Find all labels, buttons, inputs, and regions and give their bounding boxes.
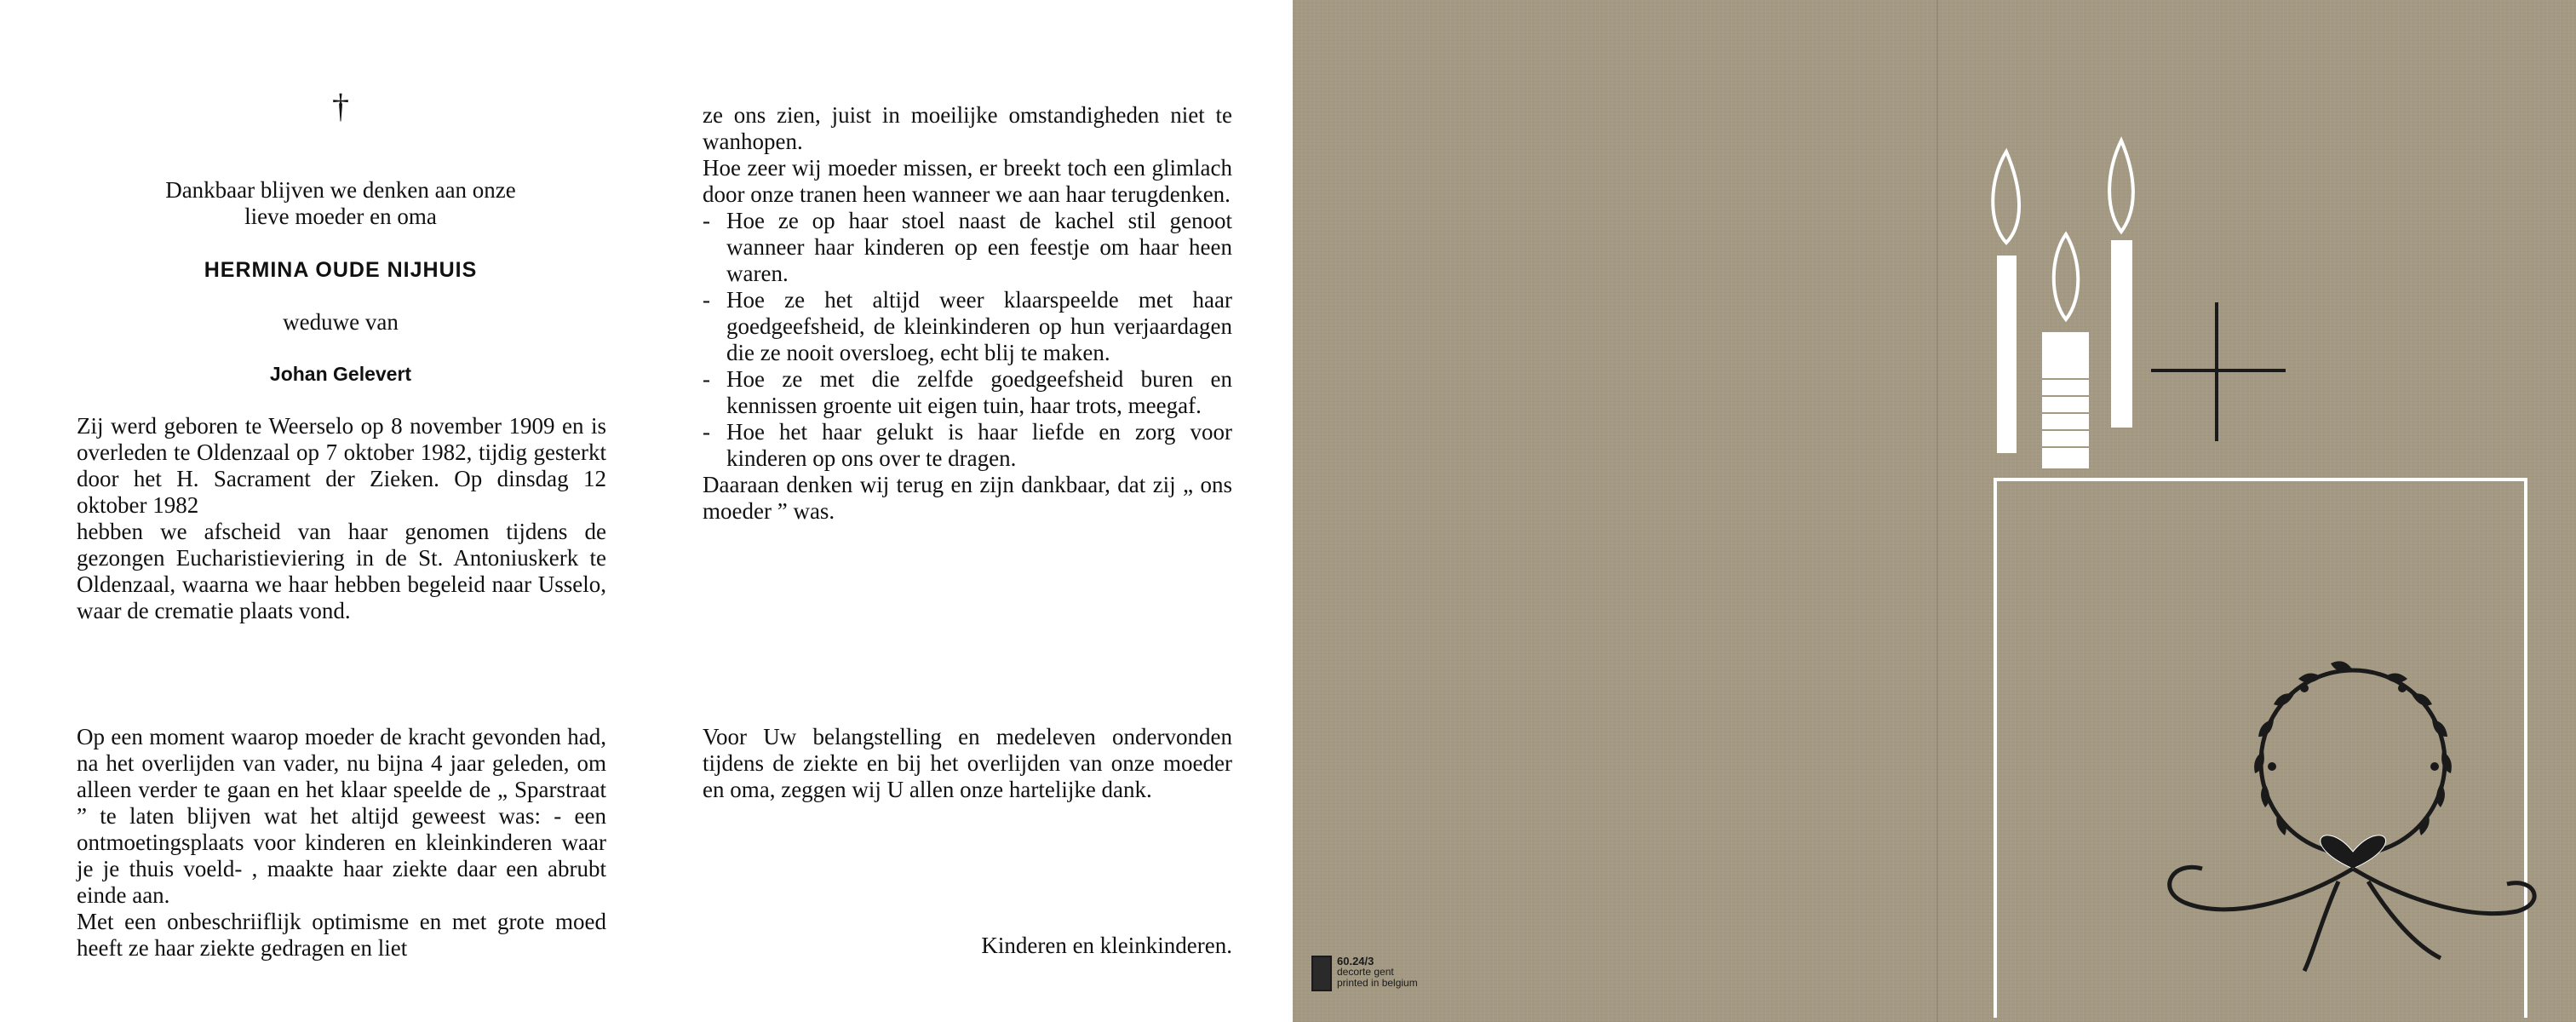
memory-item-text: Hoe ze met die zelfde goedgeefsheid buren en kennissen groente uit eigen tuin, haar trots, meegaf. bbox=[726, 366, 1232, 418]
missing-paragraph: Hoe zeer wij moeder missen, er breekt toch een glimlach door onze tranen heen wanneer we aan haar terugdenken. bbox=[703, 155, 1232, 207]
continuation-paragraph: ze ons zien, juist in moeilijke omstandigheden niet te wanhopen. bbox=[703, 102, 1232, 154]
memory-paragraph: Op een moment waarop moeder de kracht gevonden had, na het overlijden van vader, nu bijna 4 jaar geleden, om alleen verder te gaan en het klaar speelde de „ Sparstraat ” te laten blijven wat het altijd geweest was: - een ontmoetingsplaats voor kinderen en kleinkinderen waar je je thuis voeld- , maakte haar ziekte daar een abrubt einde aan. bbox=[77, 724, 606, 908]
memory-text bbox=[77, 724, 606, 962]
front-cover-panel bbox=[1936, 0, 2576, 1022]
intro-text bbox=[0, 177, 681, 230]
optimism-paragraph: Met een onbeschriiflijk optimisme en met grote moed heeft ze haar ziekte gedragen en liet bbox=[77, 909, 606, 961]
memory-item-text: Hoe ze het altijd weer klaarspeelde met haar goedgeefsheid, de kleinkinderen op hun verjaardagen die ze nooit oversloeg, echt blij te maken. bbox=[726, 287, 1232, 365]
cross-mark: † bbox=[332, 87, 349, 125]
cross-icon bbox=[2151, 302, 2286, 441]
printer-name: decorte gent bbox=[1337, 966, 1394, 978]
printer-logo-icon bbox=[1311, 956, 1332, 991]
intro-line-2: lieve moeder en oma bbox=[244, 204, 437, 229]
biography-text bbox=[77, 413, 606, 624]
printer-mark bbox=[1311, 956, 1418, 991]
wreath-icon bbox=[2170, 661, 2534, 971]
intro-line-1: Dankbaar blijven we denken aan onze bbox=[165, 177, 516, 203]
memory-item-text: Hoe ze op haar stoel naast de kachel stil genoot wanneer haar kinderen op een feestje om haar heen waren. bbox=[726, 208, 1232, 286]
signature: Kinderen en kleinkinderen. bbox=[981, 933, 1232, 958]
back-cover-panel bbox=[1293, 0, 1936, 1022]
deceased-name: HERMINA OUDE NIJHUIS bbox=[204, 258, 478, 282]
memory-item: - Hoe ze met die zelfde goedgeefsheid buren en kennissen groente uit eigen tuin, haar trots, meegaf. bbox=[703, 366, 1232, 418]
inner-right-panel bbox=[647, 0, 1293, 1022]
thanks-paragraph: Voor Uw belangstelling en medeleven ondervonden tijdens de ziekte en bij het overlijden van onze moeder en oma, zeggen wij U allen onze hartelijke dank. bbox=[703, 724, 1232, 802]
printer-origin: printed in belgium bbox=[1337, 977, 1418, 989]
farewell-paragraph: hebben we afscheid van haar genomen tijdens de gezongen Eucharistieviering in de St. Antoniuskerk te Oldenzaal, waarna we haar hebben begeleid naar Usselo, waar de crematie plaats vond. bbox=[77, 519, 606, 623]
memory-item: - Hoe het haar gelukt is haar liefde en zorg voor kinderen op ons over te dragen. bbox=[703, 419, 1232, 471]
memory-item: - Hoe ze het altijd weer klaarspeelde met haar goedgeefsheid, de kleinkinderen op hun verjaardagen die ze nooit oversloeg, echt blij te maken. bbox=[703, 287, 1232, 365]
husband-name: Johan Gelevert bbox=[269, 363, 412, 385]
biography-paragraph: Zij werd geboren te Weerselo op 8 november 1909 en is overleden te Oldenzaal op 7 oktober 1982, tijdig gesterkt door het H. Sacrament der Zieken. Op dinsdag 12 oktober 1982 bbox=[77, 413, 606, 518]
gratitude-paragraph: Daaraan denken wij terug en zijn dankbaar, dat zij „ ons moeder ” was. bbox=[703, 472, 1232, 524]
memory-item-text: Hoe het haar gelukt is haar liefde en zorg voor kinderen op ons over te dragen. bbox=[726, 419, 1232, 471]
memories-text bbox=[703, 102, 1232, 525]
candles-icon bbox=[1993, 141, 2133, 468]
widow-of-text: weduwe van bbox=[283, 309, 399, 335]
memory-item: - Hoe ze op haar stoel naast de kachel stil genoot wanneer haar kinderen op een feestje om haar heen waren. bbox=[703, 208, 1232, 286]
printer-code: 60.24/3 bbox=[1337, 955, 1374, 967]
inner-left-panel bbox=[0, 0, 648, 1022]
